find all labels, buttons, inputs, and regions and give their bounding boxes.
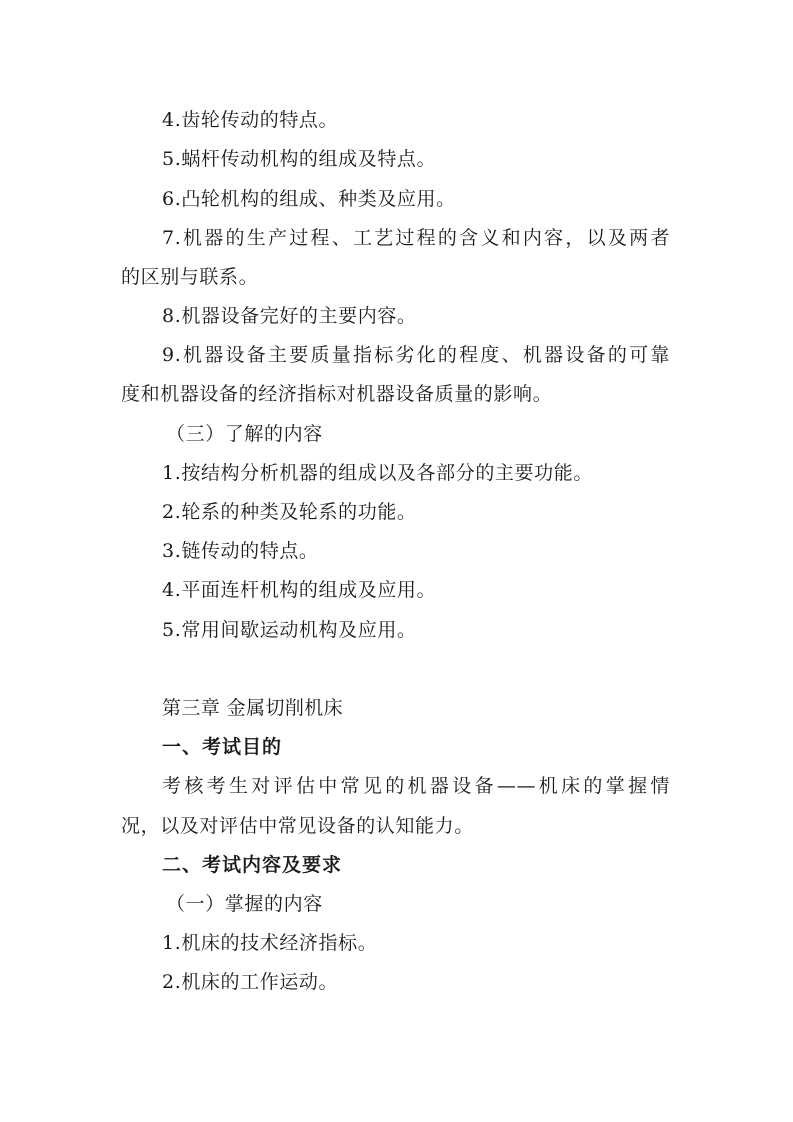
list-item-production-process-line2: 的区别与联系。 [121,266,259,288]
subsection-heading-understand: （三）了解的内容 [166,423,323,445]
list-item-equipment-condition: 8.机器设备完好的主要内容。 [162,305,417,327]
list-item-understand-5: 5.常用间歇运动机构及应用。 [162,619,417,641]
purpose-paragraph-line2: 况，以及对评估中常见设备的认知能力。 [121,815,474,837]
list-item-master-1: 1.机床的技术经济指标。 [162,932,378,954]
list-item-quality-degradation-line1: 9.机器设备主要质量指标劣化的程度、机器设备的可靠 [162,344,670,366]
list-item-quality-degradation-line2: 度和机器设备的经济指标对机器设备质量的影响。 [121,383,553,405]
section-heading-content: 二、考试内容及要求 [162,854,343,876]
purpose-paragraph-line1: 考核考生对评估中常见的机器设备——机床的掌握情 [162,775,670,797]
list-item-gear-transmission: 4.齿轮传动的特点。 [162,109,339,131]
section-heading-purpose: 一、考试目的 [162,736,283,758]
list-item-worm-drive: 5.蜗杆传动机构的组成及特点。 [162,148,437,170]
list-item-understand-4: 4.平面连杆机构的组成及应用。 [162,579,437,601]
list-item-understand-3: 3.链传动的特点。 [162,540,319,562]
list-item-production-process-line1: 7.机器的生产过程、工艺过程的含义和内容，以及两者 [162,227,670,249]
list-item-master-2: 2.机床的工作运动。 [162,971,339,993]
list-item-cam-mechanism: 6.凸轮机构的组成、种类及应用。 [162,188,456,210]
list-item-understand-2: 2.轮系的种类及轮系的功能。 [162,501,417,523]
chapter-title: 第三章 金属切削机床 [162,697,344,719]
subsection-heading-master: （一）掌握的内容 [166,893,323,915]
list-item-understand-1: 1.按结构分析机器的组成以及各部分的主要功能。 [162,462,593,484]
